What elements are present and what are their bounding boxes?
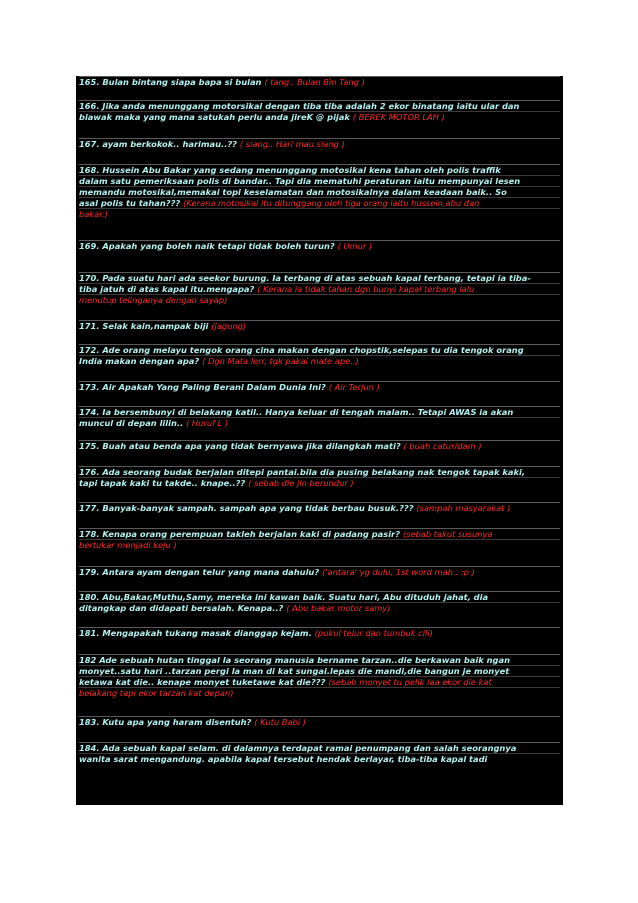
riddle-line <box>79 111 560 122</box>
riddle-item <box>76 654 563 698</box>
riddle-item <box>76 440 563 451</box>
riddle-line <box>79 283 560 294</box>
riddle-line <box>79 502 560 513</box>
riddle-question: 184. Ada sebuah kapal selam. di dalamnya terdapat ramai penumpang dan salah seorangnya <box>79 743 517 753</box>
riddle-question: asal polis tu tahan??? <box>79 198 184 208</box>
riddle-line <box>79 355 560 366</box>
riddle-question: muncul di depan lilin.. <box>79 418 187 428</box>
riddle-item <box>76 566 563 577</box>
riddle-question: ketawa kat die.. kenape monyet tuketawe kat die??? <box>79 677 329 687</box>
riddle-question: 170. Pada suatu hari ada seekor burung. Ia terbang di atas sebuah kapal terbang, tetapi ia tiba- <box>79 273 531 283</box>
riddle-answer: bakar.) <box>79 209 108 219</box>
riddle-question: 167. ayam berkokok.. harimau..?? <box>79 139 240 149</box>
riddle-answer: ( Dgn Mata lerr, tgk pakai mate ape..) <box>202 356 359 366</box>
riddle-item <box>76 502 563 513</box>
riddle-line <box>79 294 560 305</box>
riddle-item <box>76 344 563 366</box>
riddle-line <box>79 687 560 698</box>
riddle-line <box>79 742 560 753</box>
riddle-item <box>76 76 563 87</box>
riddle-question: 181. Mengapakah tukang masak dianggap kejam. <box>79 628 315 638</box>
riddle-line <box>79 406 560 417</box>
riddle-item <box>76 240 563 251</box>
riddle-line <box>79 676 560 687</box>
riddle-item <box>76 381 563 392</box>
riddle-question: 173. Air Apakah Yang Paling Berani Dalam Dunia Ini? <box>79 382 329 392</box>
riddle-question: 178. Kenapa orang perempuan takleh berjalan kaki di padang pasir? <box>79 529 403 539</box>
riddle-line <box>79 76 560 87</box>
riddle-item <box>76 591 563 613</box>
riddle-line <box>79 100 560 111</box>
riddle-line <box>79 164 560 175</box>
riddle-question: 165. Bulan bintang siapa bapa si bulan <box>79 77 265 87</box>
riddle-line <box>79 466 560 477</box>
riddle-line <box>79 138 560 149</box>
riddle-line <box>79 240 560 251</box>
riddle-item <box>76 406 563 428</box>
riddle-question: 179. Antara ayam dengan telur yang mana dahulu? <box>79 567 323 577</box>
riddle-question: 166. Jika anda menunggang motorsikal dengan tiba tiba adalah 2 ekor binatang iaitu ular dan <box>79 101 520 111</box>
riddle-line <box>79 344 560 355</box>
riddle-answer: ('antara' yg dulu, 1st word mah.. :p ) <box>322 567 475 577</box>
riddle-line <box>79 477 560 488</box>
riddle-question: ditangkap dan didapati bersalah. Kenapa..? <box>79 603 287 613</box>
riddle-item <box>76 138 563 149</box>
riddle-answer: menutup telinganya dengan sayap) <box>79 295 228 305</box>
riddle-answer: (jagung) <box>211 321 247 331</box>
riddle-line <box>79 208 560 219</box>
riddle-item <box>76 320 563 331</box>
riddle-answer: ( sebab die jln berundur ) <box>248 478 354 488</box>
riddle-answer: (sampah masyarakat ) <box>416 503 511 513</box>
riddle-question: 172. Ade orang melayu tengok orang cina makan dengan chopstik,selepas tu dia tengok orang <box>79 345 524 355</box>
riddle-answer: bertukar menjadi keju ) <box>79 540 177 550</box>
riddle-answer: ( Air Terjun ) <box>328 382 380 392</box>
riddle-answer: ( Kerana ia tidak tahan dgn bunyi kapal terbang lalu <box>257 284 475 294</box>
riddle-question: 177. Banyak-banyak sampah. sampah apa yang tidak berbau busuk.??? <box>79 503 417 513</box>
riddle-line <box>79 716 560 727</box>
riddle-answer: (pukul telur dan tumbuk cili) <box>314 628 433 638</box>
riddle-question: dalam satu pemeriksaan polis di bandar.. Tapi dia mematuhi peraturan iaitu mempunyai lesen <box>79 176 521 186</box>
riddle-answer: ( Huruf L ) <box>186 418 229 428</box>
riddle-line <box>79 186 560 197</box>
riddle-answer: ( Abu bakar motor samy) <box>286 603 391 613</box>
riddle-answer: (sebab monyet tu pelik laa ekor die kat <box>328 677 492 687</box>
riddle-line <box>79 539 560 550</box>
riddle-item <box>76 164 563 219</box>
riddle-question: 168. Hussein Abu Bakar yang sedang menunggang motosikal kena tahan oleh polis traffik <box>79 165 501 175</box>
riddle-item <box>76 716 563 727</box>
riddle-question: monyet..satu hari ..tarzan pergi la man di kat sungai.lepas die mandi,die bangun je monyet <box>79 666 510 676</box>
riddle-answer: (Kerana motosikal itu ditunggang oleh tiga orang iaitu hussein,abu dan <box>183 198 480 208</box>
riddle-answer: ( siang.. Hari mau siang ) <box>239 139 345 149</box>
riddle-item <box>76 627 563 638</box>
riddle-line <box>79 417 560 428</box>
riddle-question: 169. Apakah yang boleh naik tetapi tidak boleh turun? <box>79 241 338 251</box>
riddle-question: 183. Kutu apa yang haram disentuh? <box>79 717 255 727</box>
riddle-line <box>79 627 560 638</box>
riddle-line <box>79 753 560 764</box>
riddle-question: 182 Ade sebuah hutan tinggal la seorang manusia bername tarzan..die berkawan baik ngan <box>79 655 510 665</box>
riddle-question: biawak maka yang mana satukah perlu anda jireK @ pijak <box>79 112 353 122</box>
riddle-line <box>79 528 560 539</box>
riddle-line <box>79 591 560 602</box>
riddle-question: tapi tapak kaki tu takde.. knape..?? <box>79 478 249 488</box>
riddle-line <box>79 175 560 186</box>
riddle-question: 175. Buah atau benda apa yang tidak bernyawa jika dilangkah mati? <box>79 441 404 451</box>
riddle-answer: ( Umur ) <box>337 241 373 251</box>
riddle-line <box>79 381 560 392</box>
riddle-line <box>79 566 560 577</box>
riddle-question: tiba jatuh di atas kapal itu.mengapa? <box>79 284 258 294</box>
riddle-answer: ( BEREK MOTOR LAH ) <box>352 112 445 122</box>
riddle-question: India makan dengan apa? <box>79 356 203 366</box>
riddle-line <box>79 440 560 451</box>
riddle-question: wanita sarat mengandung. apabila kapal tersebut hendak berlayar, tiba-tiba kapal tadi <box>79 754 488 764</box>
riddle-question: 180. Abu,Bakar,Muthu,Samy, mereka ini kawan baik. Suatu hari, Abu dituduh jahat, dia <box>79 592 489 602</box>
riddle-question: 176. Ada seorang budak berjalan ditepi pantai.bila dia pusing belakang nak tengok tapak kaki, <box>79 467 526 477</box>
riddle-answer: belakang tapi ekor tarzan kat depan) <box>79 688 234 698</box>
riddle-line <box>79 665 560 676</box>
riddle-item <box>76 100 563 122</box>
riddle-item <box>76 528 563 550</box>
riddle-item <box>76 742 563 764</box>
riddle-answer: ( Kutu Babi ) <box>254 717 306 727</box>
riddle-item <box>76 272 563 305</box>
riddle-question: 174. Ia bersembunyi di belakang katil.. Hanya keluar di tengah malam.. Tetapi AWAS ia akan <box>79 407 514 417</box>
riddle-answer: ( tang.. Bulan Bin Tang ) <box>264 77 365 87</box>
riddle-line <box>79 320 560 331</box>
riddle-line <box>79 197 560 208</box>
riddle-question: memandu motosikal,memakai topi keselamatan dan motosikalnya dalam keadaan baik.. So <box>79 187 507 197</box>
riddle-answer: (sebab takut susunya <box>402 529 493 539</box>
riddle-list <box>76 76 563 805</box>
riddle-item <box>76 466 563 488</box>
riddle-question: 171. Selak kain,nampak biji <box>79 321 212 331</box>
riddle-line <box>79 272 560 283</box>
riddle-line <box>79 654 560 665</box>
riddle-line <box>79 602 560 613</box>
riddle-answer: ( buah catur/dam ) <box>403 441 482 451</box>
